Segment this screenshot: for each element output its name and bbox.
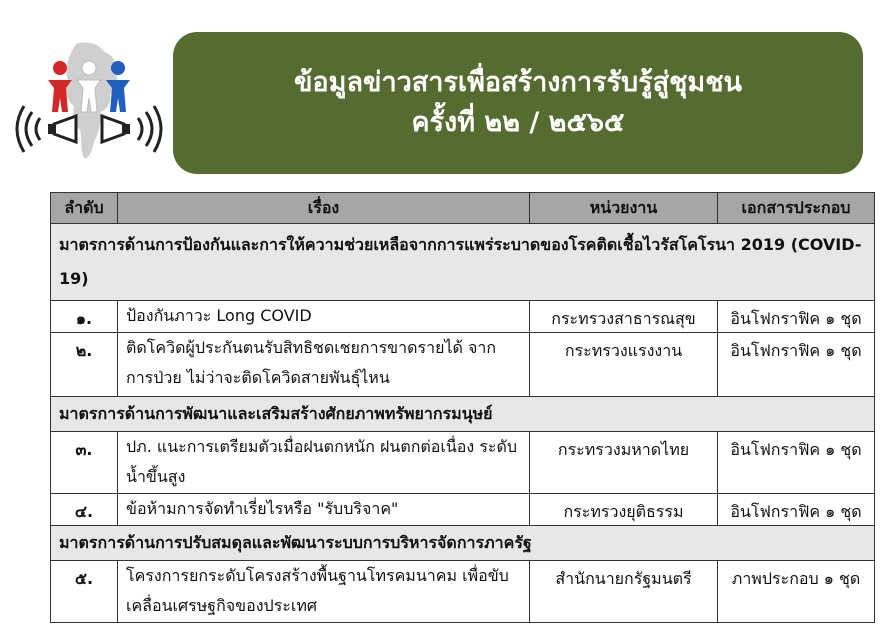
section-title: มาตรการด้านการปรับสมดุลและพัฒนาระบบการบริหารจัดการภาครัฐ [51,526,875,561]
row-topic: ปภ. แนะการเตรียมตัวเมื่อฝนตกหนัก ฝนตกต่อเนื่อง ระดับน้ำขึ้นสูง [118,432,530,494]
row-document: อินโฟกราฟิค ๑ ชุด [718,333,875,397]
column-header-topic: เรื่อง [118,193,530,224]
table-row [51,301,875,333]
column-header-number: ลำดับ [51,193,118,224]
row-topic: ข้อห้ามการจัดทำเรี่ยไรหรือ "รับบริจาค" [118,494,530,526]
row-number: ๔. [51,494,118,526]
row-topic: ป้องกันภาวะ Long COVID [118,301,530,333]
row-document: อินโฟกราฟิค ๑ ชุด [718,432,875,494]
section-row [51,526,875,561]
title-banner [173,32,863,174]
row-document: อินโฟกราฟิค ๑ ชุด [718,494,875,526]
row-number: ๑. [51,301,118,333]
table-row [51,333,875,397]
row-agency: กระทรวงยุติธรรม [530,494,718,526]
section-title: มาตรการด้านการพัฒนาและเสริมสร้างศักยภาพทรัพยากรมนุษย์ [51,397,875,432]
row-agency: กระทรวงมหาดไทย [530,432,718,494]
row-document: อินโฟกราฟิค ๑ ชุด [718,301,875,333]
info-table [50,192,875,623]
row-number: ๓. [51,432,118,494]
page-subtitle: ครั้งที่ ๒๒ / ๒๕๖๕ [411,107,625,138]
section-title: มาตรการด้านการป้องกันและการให้ความช่วยเหลือจากการแพร่ระบาดของโรคติดเชื้อไวรัสโคโรนา 2019 (COVID-19) [51,224,875,301]
column-header-document: เอกสารประกอบ [718,193,875,224]
section-row [51,224,875,301]
row-number: ๒. [51,333,118,397]
row-topic: ติดโควิดผู้ประกันตนรับสิทธิชดเชยการขาดรายได้ จากการป่วย ไม่ว่าจะติดโควิดสายพันธุ์ไหน [118,333,530,397]
row-agency: กระทรวงสาธารณสุข [530,301,718,333]
table-header-row [51,193,875,224]
section-row [51,397,875,432]
row-document: ภาพประกอบ ๑ ชุด [718,561,875,623]
row-number: ๕. [51,561,118,623]
row-agency: กระทรวงแรงงาน [530,333,718,397]
logo [14,38,164,166]
table-row [51,432,875,494]
column-header-agency: หน่วยงาน [530,193,718,224]
row-agency: สำนักนายกรัฐมนตรี [530,561,718,623]
page-title: ข้อมูลข่าวสารเพื่อสร้างการรับรู้สู่ชุมชน [293,67,743,98]
table-row [51,561,875,623]
row-topic: โครงการยกระดับโครงสร้างพื้นฐานโทรคมนาคม เพื่อขับเคลื่อนเศรษฐกิจของประเทศ [118,561,530,623]
table-row [51,494,875,526]
